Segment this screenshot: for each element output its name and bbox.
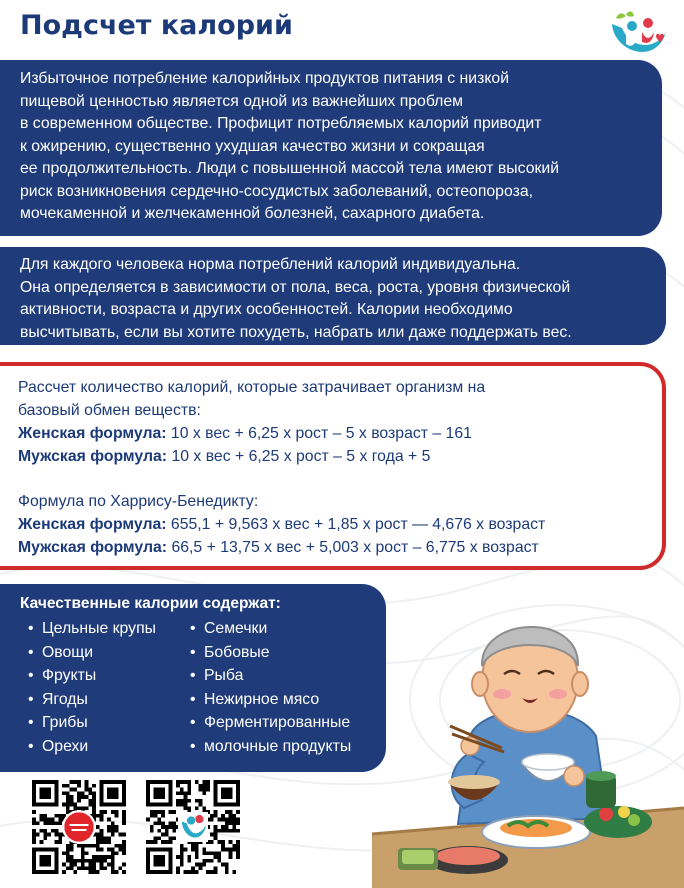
hb-male-formula [18,536,652,559]
formulas-intro-line: базовый обмен веществ: [18,402,201,419]
intro-panel [0,60,662,236]
basic-male-formula [18,445,652,468]
food-item: • Грибы [20,711,182,735]
good-calories-panel [0,584,386,772]
norm-line: высчитывать, если вы хотите похудеть, набрать или даже поддержать вес. [20,323,572,341]
formulas-intro-line: Рассчет количество калорий, которые затрачивает организм на [18,379,486,396]
page-title: Подсчет калорий [20,10,293,41]
formula-label: Мужская формула: [18,539,168,556]
intro-line: в современном обществе. Профицит потребляемых калорий приводит [20,115,542,132]
food-item: • Ферментированные [182,711,351,735]
formula-text: 66,5 + 13,75 х вес + 5,003 х рост – 6,775 х возраст [167,539,539,556]
food-item: • Рыба [182,664,351,688]
norm-line: Она определяется в зависимости от пола, веса, роста, уровня физической [20,278,571,296]
basic-female-formula [18,422,652,445]
norm-line: Для каждого человека норма потреблений калорий индивидуальна. [20,256,521,273]
intro-line: Избыточное потребление калорийных продуктов питания с низкой [20,70,510,87]
good-calories-title: Качественные калории содержат: [20,595,281,612]
food-item: • Нежирное мясо [182,688,351,712]
intro-line: мочекаменной и желчекаменной болезней, сахарного диабета. [20,205,485,222]
formula-label: Мужская формула: [18,448,168,465]
norm-panel [0,247,666,345]
norm-line: активности, возраста и других особенностей. Калории необходимо [20,301,513,318]
harris-benedict-title: Формула по Харрису-Бенедикту: [18,493,259,510]
formula-text: 10 х вес + 6,25 х рост – 5 х года + 5 [167,448,431,465]
food-item-continued: • молочные продукты [182,735,351,759]
food-item: • Орехи [20,735,182,759]
formula-label: Женская формула: [18,425,167,442]
hb-female-formula [18,513,652,536]
formulas-panel [0,362,666,570]
intro-line: ее продолжительность. Люди с повышенной массой тела имеют высокий [20,160,560,177]
food-item: • Овощи [20,641,182,665]
qr-code-icon[interactable] [32,780,126,874]
food-item: • Фрукты [20,664,182,688]
food-list-left [20,617,182,758]
elderly-man-eating-illustration [372,586,684,888]
formula-label: Женская формула: [18,516,167,533]
good-calories-list [20,617,376,758]
formula-text: 10 х вес + 6,25 х рост – 5 х возраст – 161 [166,425,472,442]
food-item: • Цельные крупы [20,617,182,641]
spacer [18,468,652,490]
food-item: • Бобовые [182,641,351,665]
formula-text: 655,1 + 9,563 х вес + 1,85 х рост — 4,676 х возраст [166,516,546,533]
food-list-right [182,617,351,758]
intro-line: пищевой ценностью является одной из важнейших проблем [20,92,464,110]
food-item: • Ягоды [20,688,182,712]
family-health-logo-icon [604,6,676,66]
food-item: • Семечки [182,617,351,641]
qr-code-icon[interactable] [146,780,240,874]
intro-line: риск возникновения сердечно-сосудистых заболеваний, остеопороза, [20,182,533,200]
intro-line: к ожирению, существенно ухудшая качество жизни и сокращая [20,137,485,155]
